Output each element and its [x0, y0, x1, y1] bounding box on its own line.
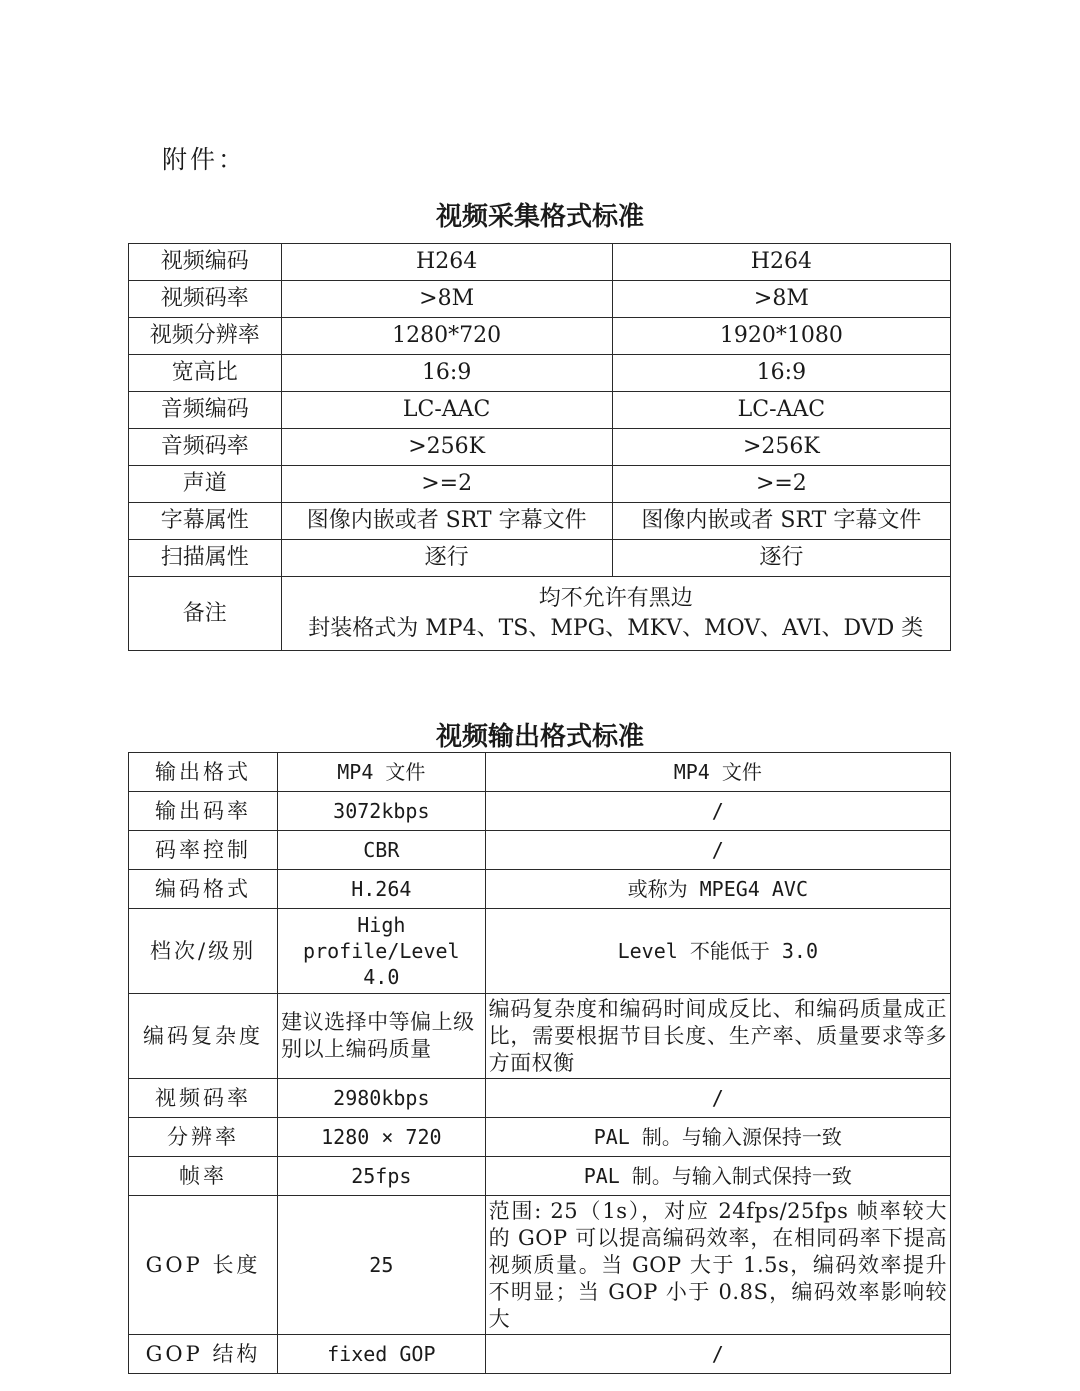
cell-remark: 或称为 MPEG4 AVC	[485, 870, 950, 909]
cell-remark: Level 不能低于 3.0	[485, 909, 950, 994]
row-label: 视频码率	[129, 281, 282, 318]
cell-remark: /	[485, 1335, 950, 1374]
cell-value: H264	[281, 244, 612, 281]
table-row	[129, 429, 951, 466]
table-row	[129, 318, 951, 355]
table-row	[129, 909, 951, 994]
row-label: 视频码率	[129, 1079, 278, 1118]
cell-value: High profile/Level 4.0	[278, 909, 486, 994]
row-label: 音频编码	[129, 392, 282, 429]
table-row	[129, 753, 951, 792]
cell-value: 逐行	[612, 540, 950, 577]
row-label: 字幕属性	[129, 503, 282, 540]
table-row-note	[129, 577, 951, 651]
table-row	[129, 1196, 951, 1335]
table-row	[129, 503, 951, 540]
table-row	[129, 244, 951, 281]
cell-value: >=2	[612, 466, 950, 503]
cell-value: 25fps	[278, 1157, 486, 1196]
row-label: 编码格式	[129, 870, 278, 909]
cell-value: H264	[612, 244, 950, 281]
table-row	[129, 1079, 951, 1118]
table-row	[129, 994, 951, 1079]
table-row	[129, 1118, 951, 1157]
row-label: 输出格式	[129, 753, 278, 792]
cell-value: LC-AAC	[612, 392, 950, 429]
capture-standard-title: 视频采集格式标准	[435, 202, 644, 232]
cell-value: 1280 × 720	[278, 1118, 486, 1157]
row-label: 视频分辨率	[129, 318, 282, 355]
cell-remark: PAL 制。与输入制式保持一致	[485, 1157, 950, 1196]
table-row	[129, 870, 951, 909]
cell-remark: /	[485, 792, 950, 831]
cell-value: 1280*720	[281, 318, 612, 355]
row-label: 编码复杂度	[129, 994, 278, 1079]
row-label: 分辨率	[129, 1118, 278, 1157]
table-row	[129, 392, 951, 429]
note-line: 均不允许有黑边	[538, 585, 693, 611]
row-label: 宽高比	[129, 355, 282, 392]
cell-value: 图像内嵌或者 SRT 字幕文件	[612, 503, 950, 540]
cell-value: 3072kbps	[278, 792, 486, 831]
row-label: GOP 长度	[129, 1196, 278, 1335]
cell-value: MP4 文件	[278, 753, 486, 792]
table-row	[129, 831, 951, 870]
row-label: 帧率	[129, 1157, 278, 1196]
cell-value: >8M	[612, 281, 950, 318]
cell-value: CBR	[278, 831, 486, 870]
cell-value: >8M	[281, 281, 612, 318]
cell-value: LC-AAC	[281, 392, 612, 429]
note-line: 封装格式为 MP4、TS、MPG、MKV、MOV、AVI、DVD 类	[308, 615, 924, 641]
cell-value: H.264	[278, 870, 486, 909]
capture-standard-table	[128, 243, 951, 651]
cell-remark: 范围: 25（1s），对应 24fps/25fps 帧率较大的 GOP 可以提高编码效率，在相同码率下提高视频质量。当 GOP 大于 1.5s，编码效率提升不明显；当 GOP 小于 0.8S，编码效率影响较大	[485, 1196, 950, 1335]
table-row	[129, 792, 951, 831]
row-label: GOP 结构	[129, 1335, 278, 1374]
table-row	[129, 355, 951, 392]
table-row	[129, 281, 951, 318]
cell-value: 逐行	[281, 540, 612, 577]
cell-value: 2980kbps	[278, 1079, 486, 1118]
cell-value: >=2	[281, 466, 612, 503]
row-label: 视频编码	[129, 244, 282, 281]
row-label: 档次/级别	[129, 909, 278, 994]
row-label: 码率控制	[129, 831, 278, 870]
output-standard-title: 视频输出格式标准	[435, 722, 644, 752]
table-row	[129, 540, 951, 577]
row-label: 备注	[129, 577, 282, 651]
cell-value: 1920*1080	[612, 318, 950, 355]
table-row	[129, 466, 951, 503]
cell-value: 建议选择中等偏上级别以上编码质量	[278, 994, 486, 1079]
cell-value: 图像内嵌或者 SRT 字幕文件	[281, 503, 612, 540]
cell-value: 25	[278, 1196, 486, 1335]
cell-value: fixed GOP	[278, 1335, 486, 1374]
attachment-label: 附件：	[162, 145, 247, 174]
table-row	[129, 1335, 951, 1374]
cell-value: 16:9	[281, 355, 612, 392]
cell-value: >256K	[281, 429, 612, 466]
cell-remark: PAL 制。与输入源保持一致	[485, 1118, 950, 1157]
cell-value: 16:9	[612, 355, 950, 392]
output-standard-table	[128, 752, 951, 1374]
note-cell	[281, 577, 950, 651]
row-label: 输出码率	[129, 792, 278, 831]
cell-remark: /	[485, 1079, 950, 1118]
row-label: 扫描属性	[129, 540, 282, 577]
table-row	[129, 1157, 951, 1196]
row-label: 音频码率	[129, 429, 282, 466]
row-label: 声道	[129, 466, 282, 503]
cell-remark: 编码复杂度和编码时间成反比、和编码质量成正比，需要根据节目长度、生产率、质量要求等多方面权衡	[485, 994, 950, 1079]
cell-remark: /	[485, 831, 950, 870]
cell-remark: MP4 文件	[485, 753, 950, 792]
cell-value: >256K	[612, 429, 950, 466]
